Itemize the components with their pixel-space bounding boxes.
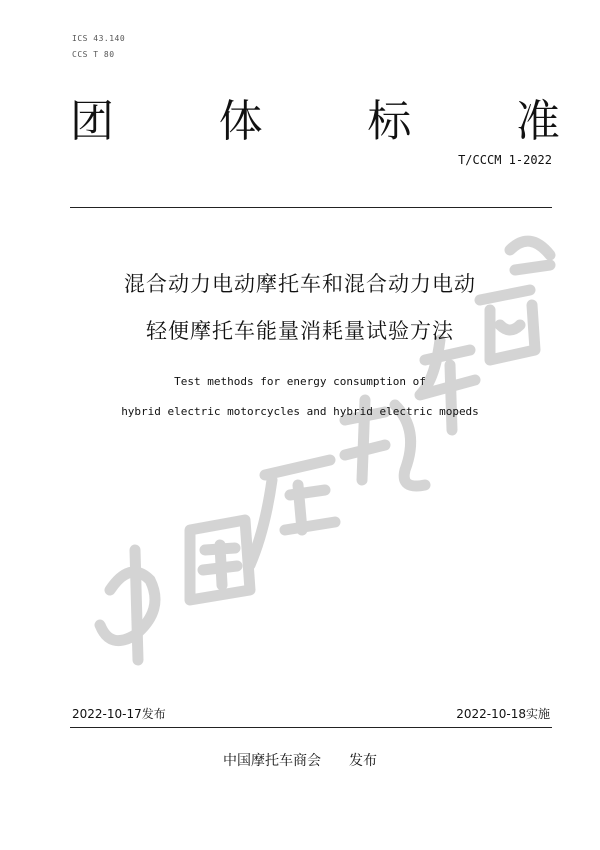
title-char-3: 标 (367, 96, 412, 147)
standard-code: T/CCCM 1-2022 (458, 153, 552, 167)
document-title-en-line-1: Test methods for energy consumption of (174, 375, 426, 388)
top-divider (70, 207, 552, 208)
document-title-cn-line-1: 混合动力电动摩托车和混合动力电动 (124, 272, 476, 296)
title-char-2: 体 (218, 96, 263, 147)
ccs-code: CCS T 80 (72, 50, 115, 59)
publisher-line (0, 750, 600, 770)
publisher-organization: 中国摩托车商会 (223, 753, 321, 769)
publish-action: 发布 (349, 753, 377, 769)
document-title-en-line-2: hybrid electric motorcycles and hybrid electric mopeds (121, 405, 479, 418)
ics-code: ICS 43.140 (72, 34, 126, 43)
implementation-date: 2022-10-18实施 (456, 707, 550, 721)
title-char-4: 准 (515, 96, 560, 147)
document-title-cn-line-2: 轻便摩托车能量消耗量试验方法 (146, 319, 454, 343)
title-char-1: 团 (70, 96, 114, 147)
bottom-divider (70, 727, 552, 728)
standard-type-title (70, 92, 560, 152)
issue-date: 2022-10-17发布 (72, 707, 166, 721)
